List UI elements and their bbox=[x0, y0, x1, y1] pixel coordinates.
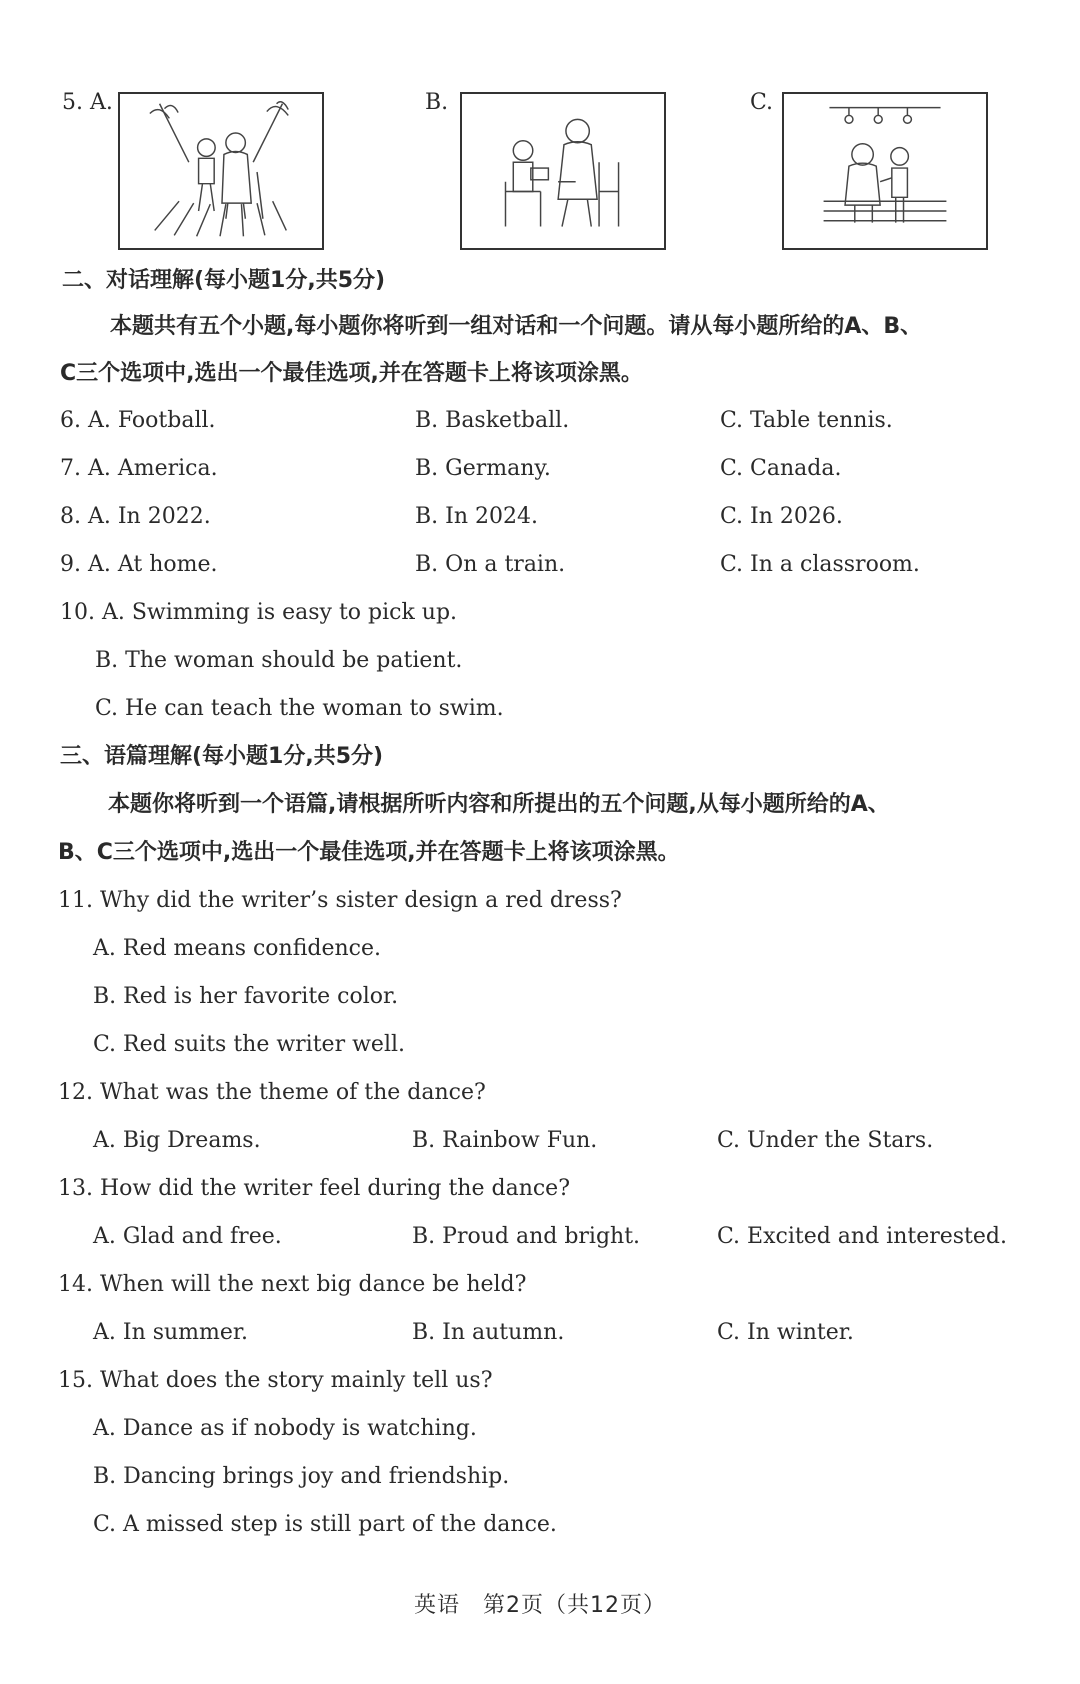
q8-option-a: 8. A. In 2022. bbox=[60, 504, 211, 529]
q7-option-c: C. Canada. bbox=[720, 456, 842, 481]
q11-stem: 11. Why did the writer’s sister design a red dress? bbox=[58, 888, 622, 913]
q8-option-c: C. In 2026. bbox=[720, 504, 843, 529]
q6-option-a: 6. A. Football. bbox=[60, 408, 216, 433]
page-footer: 英语 第2页（共12页） bbox=[414, 1593, 666, 1618]
q15-option-c: C. A missed step is still part of the dance. bbox=[93, 1512, 557, 1537]
q13-option-c: C. Excited and interested. bbox=[717, 1224, 1007, 1249]
q12-stem: 12. What was the theme of the dance? bbox=[58, 1080, 486, 1105]
q6-option-c: C. Table tennis. bbox=[720, 408, 893, 433]
q5-option-b-label: B. bbox=[425, 90, 449, 115]
q9-option-b: B. On a train. bbox=[415, 552, 566, 577]
q13-stem: 13. How did the writer feel during the dance? bbox=[58, 1176, 570, 1201]
q11-option-b: B. Red is her favorite color. bbox=[93, 984, 399, 1009]
q10-option-a: 10. A. Swimming is easy to pick up. bbox=[60, 600, 458, 625]
q14-option-a: A. In summer. bbox=[93, 1320, 249, 1345]
q11-option-c: C. Red suits the writer well. bbox=[93, 1032, 406, 1057]
q14-option-c: C. In winter. bbox=[717, 1320, 854, 1345]
section3-instruction-line1: 本题你将听到一个语篇,请根据所听内容和所提出的五个问题,从每小题所给的A、 bbox=[108, 792, 890, 817]
q15-stem: 15. What does the story mainly tell us? bbox=[58, 1368, 493, 1393]
q5-picture-a-crosswalk bbox=[118, 92, 324, 250]
q13-option-a: A. Glad and free. bbox=[93, 1224, 282, 1249]
q8-option-b: B. In 2024. bbox=[415, 504, 538, 529]
section2-instruction-line2: C三个选项中,选出一个最佳选项,并在答题卡上将该项涂黑。 bbox=[60, 361, 643, 386]
section3-title: 三、语篇理解(每小题1分,共5分) bbox=[60, 744, 384, 769]
q5-picture-c-train bbox=[782, 92, 988, 250]
q5-option-a-label: 5. A. bbox=[62, 90, 113, 115]
q5-option-c-label: C. bbox=[750, 90, 774, 115]
crosswalk-illustration bbox=[120, 94, 322, 248]
reading-illustration bbox=[462, 94, 664, 248]
q9-option-a: 9. A. At home. bbox=[60, 552, 218, 577]
q9-option-c: C. In a classroom. bbox=[720, 552, 920, 577]
q14-option-b: B. In autumn. bbox=[412, 1320, 565, 1345]
q13-option-b: B. Proud and bright. bbox=[412, 1224, 641, 1249]
q5-picture-b-reading bbox=[460, 92, 666, 250]
q15-option-a: A. Dance as if nobody is watching. bbox=[93, 1416, 477, 1441]
section2-instruction-line1: 本题共有五个小题,每小题你将听到一组对话和一个问题。请从每小题所给的A、B、 bbox=[110, 314, 923, 339]
q15-option-b: B. Dancing brings joy and friendship. bbox=[93, 1464, 510, 1489]
q10-option-c: C. He can teach the woman to swim. bbox=[95, 696, 504, 721]
q7-option-b: B. Germany. bbox=[415, 456, 551, 481]
section2-title: 二、对话理解(每小题1分,共5分) bbox=[62, 268, 386, 293]
q10-option-b: B. The woman should be patient. bbox=[95, 648, 463, 673]
q7-option-a: 7. A. America. bbox=[60, 456, 218, 481]
q12-option-b: B. Rainbow Fun. bbox=[412, 1128, 598, 1153]
q11-option-a: A. Red means confidence. bbox=[93, 936, 381, 961]
section3-instruction-line2: B、C三个选项中,选出一个最佳选项,并在答题卡上将该项涂黑。 bbox=[58, 840, 680, 865]
q6-option-b: B. Basketball. bbox=[415, 408, 570, 433]
q12-option-c: C. Under the Stars. bbox=[717, 1128, 934, 1153]
q14-stem: 14. When will the next big dance be held? bbox=[58, 1272, 527, 1297]
train-seat-illustration bbox=[784, 94, 986, 248]
q12-option-a: A. Big Dreams. bbox=[93, 1128, 261, 1153]
